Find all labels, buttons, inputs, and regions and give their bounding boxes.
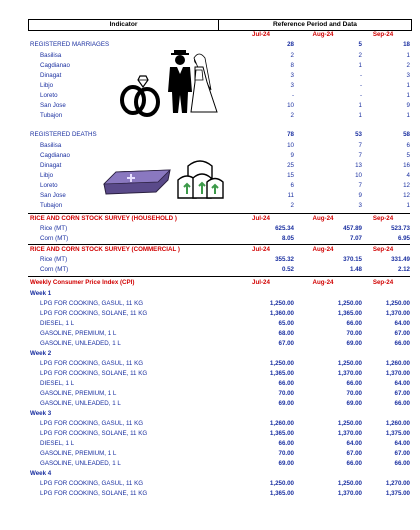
- commodity-name: LPG FOR COOKING, SOLANE, 11 KG: [40, 370, 148, 377]
- cell-value: 66.00: [278, 440, 294, 447]
- cell-value: 25: [287, 162, 294, 169]
- commodity-name: GASOLINE, PREMIUM, 1 L: [40, 330, 117, 337]
- municipality-name: Tubajon: [40, 112, 63, 119]
- week-label-row: [28, 289, 410, 298]
- month-sep: Sep-24: [372, 279, 394, 286]
- cell-value: 0.52: [281, 266, 294, 273]
- municipality-name: Cagdianao: [40, 152, 70, 159]
- municipality-name: Tubajon: [40, 202, 63, 209]
- cell-value: 1,250.00: [337, 480, 362, 487]
- cell-value: 7: [358, 182, 362, 189]
- commodity-name: GASOLINE, UNLEADED, 1 L: [40, 460, 121, 467]
- table-row: [28, 339, 410, 348]
- coffin-icon: [100, 168, 172, 196]
- table-row: [28, 449, 410, 458]
- cell-value: 1: [406, 202, 410, 209]
- cell-value: 1,250.00: [269, 360, 294, 367]
- cell-value: 2: [358, 52, 362, 59]
- cell-value: 67.00: [394, 450, 410, 457]
- table-row: [28, 151, 410, 160]
- cell-value: 66.00: [394, 340, 410, 347]
- marriages-title: REGISTERED MARRIAGES: [30, 41, 110, 48]
- municipality-name: Dinagat: [40, 72, 62, 79]
- cell-value: 70.00: [346, 330, 362, 337]
- month-jul: Jul-24: [252, 246, 270, 253]
- deaths-title: REGISTERED DEATHS: [30, 131, 97, 138]
- cell-value: 11: [287, 192, 294, 199]
- cell-value: 10: [287, 142, 294, 149]
- cell-value: 9: [358, 192, 362, 199]
- cell-value: 15: [287, 172, 294, 179]
- cell-value: 66.00: [346, 380, 362, 387]
- commodity-name: Rice (MT): [40, 256, 68, 263]
- cell-value: 7.07: [349, 235, 362, 242]
- cell-value: 331.49: [391, 256, 410, 263]
- month-aug: Aug-24: [312, 215, 334, 222]
- reference-period-header: Reference Period and Data: [273, 21, 357, 28]
- commercial-header-row: [28, 245, 410, 254]
- total-value: 53: [355, 131, 362, 138]
- cell-value: -: [291, 92, 294, 99]
- commodity-name: LPG FOR COOKING, SOLANE, 11 KG: [40, 430, 148, 437]
- municipality-name: Basilisa: [40, 52, 62, 59]
- cell-value: 69.00: [346, 340, 362, 347]
- table-row: [28, 459, 410, 468]
- cell-value: 1,370.00: [337, 370, 362, 377]
- cell-value: 1,260.00: [269, 420, 294, 427]
- cell-value: 1,260.00: [385, 420, 410, 427]
- cell-value: 8.05: [281, 235, 294, 242]
- cell-value: 66.00: [346, 460, 362, 467]
- cell-value: 67.00: [394, 390, 410, 397]
- cell-value: 1: [406, 82, 410, 89]
- month-sep: Sep-24: [372, 215, 394, 222]
- municipality-name: Loreto: [40, 92, 58, 99]
- cell-value: 370.15: [343, 256, 362, 263]
- table-row: [28, 234, 410, 243]
- cell-value: 68.00: [278, 330, 294, 337]
- cell-value: 3: [406, 72, 410, 79]
- table-row: [28, 369, 410, 378]
- month-jul: Jul-24: [252, 279, 270, 286]
- household-title: RICE AND CORN STOCK SURVEY (HOUSEHOLD ): [30, 215, 177, 222]
- wedding-rings-icon: [117, 74, 165, 118]
- month-sep: Sep-24: [372, 31, 394, 38]
- cell-value: 355.32: [275, 256, 294, 263]
- commodity-name: LPG FOR COOKING, GASUL, 11 KG: [40, 360, 144, 367]
- cell-value: 1,250.00: [337, 300, 362, 307]
- commodity-name: Corn (MT): [40, 266, 69, 273]
- cell-value: 13: [355, 162, 362, 169]
- cell-value: 1: [358, 62, 362, 69]
- cell-value: 6: [406, 142, 410, 149]
- cell-value: 1,370.00: [337, 490, 362, 497]
- table-row: [28, 439, 410, 448]
- municipality-name: Loreto: [40, 182, 58, 189]
- cell-value: 67.00: [346, 450, 362, 457]
- commodity-name: GASOLINE, UNLEADED, 1 L: [40, 340, 121, 347]
- table-row: [28, 479, 410, 488]
- table-row: [28, 255, 410, 264]
- household-header-row: [28, 214, 410, 223]
- cell-value: 1,365.00: [337, 310, 362, 317]
- week-label-row: [28, 409, 410, 418]
- cell-value: 2: [290, 112, 294, 119]
- total-value: 28: [287, 41, 294, 48]
- municipality-name: Libjo: [40, 82, 54, 89]
- week-label-row: [28, 349, 410, 358]
- commodity-name: LPG FOR COOKING, GASUL, 11 KG: [40, 300, 144, 307]
- cell-value: 1,370.00: [385, 310, 410, 317]
- table-row: [28, 201, 410, 210]
- total-value: 58: [403, 131, 410, 138]
- total-value: 18: [403, 41, 410, 48]
- table-row: [28, 389, 410, 398]
- month-aug: Aug-24: [312, 246, 334, 253]
- cell-value: 1: [406, 112, 410, 119]
- cell-value: 66.00: [278, 380, 294, 387]
- table-row: [28, 309, 410, 318]
- cell-value: 10: [355, 172, 362, 179]
- cell-value: 1,375.00: [385, 430, 410, 437]
- cell-value: 3: [290, 82, 294, 89]
- month-aug: Aug-24: [312, 31, 334, 38]
- cell-value: 66.00: [394, 400, 410, 407]
- cell-value: 69.00: [278, 400, 294, 407]
- week-label: Week 1: [30, 290, 52, 297]
- cell-value: 9: [406, 102, 410, 109]
- cell-value: 16: [403, 162, 410, 169]
- commodity-name: DIESEL, 1 L: [40, 320, 75, 327]
- municipality-name: Libjo: [40, 172, 54, 179]
- cell-value: -: [359, 72, 362, 79]
- commodity-name: LPG FOR COOKING, SOLANE, 11 KG: [40, 310, 148, 317]
- cell-value: 2: [290, 202, 294, 209]
- table-row: [28, 265, 410, 274]
- marriages-total-row: [28, 40, 410, 49]
- cell-value: 65.00: [278, 320, 294, 327]
- cell-value: 1,270.00: [385, 480, 410, 487]
- cell-value: 1,370.00: [385, 370, 410, 377]
- cell-value: 64.00: [394, 380, 410, 387]
- cell-value: 4: [406, 172, 410, 179]
- cell-value: 64.00: [394, 440, 410, 447]
- cell-value: 2: [406, 62, 410, 69]
- cell-value: 1,365.00: [269, 490, 294, 497]
- cell-value: 67.00: [394, 330, 410, 337]
- cell-value: 1,365.00: [269, 430, 294, 437]
- municipality-name: Dinagat: [40, 162, 62, 169]
- cell-value: -: [359, 92, 362, 99]
- cell-value: 8: [290, 62, 294, 69]
- municipality-name: Basilisa: [40, 142, 62, 149]
- cpi-header-row: [28, 278, 410, 287]
- cell-value: 12: [403, 182, 410, 189]
- commodity-name: Corn (MT): [40, 235, 69, 242]
- deaths-total-row: [28, 130, 410, 139]
- table-row: [28, 379, 410, 388]
- total-value: 78: [287, 131, 294, 138]
- commodity-name: GASOLINE, PREMIUM, 1 L: [40, 450, 117, 457]
- cell-value: 12: [403, 192, 410, 199]
- cell-value: 523.73: [391, 225, 410, 232]
- cell-value: 1,250.00: [337, 420, 362, 427]
- cell-value: 66.00: [346, 320, 362, 327]
- bride-groom-icon: [165, 50, 221, 114]
- tombstones-icon: [176, 160, 224, 200]
- cell-value: 1: [406, 52, 410, 59]
- table-row: [28, 489, 410, 498]
- cell-value: 69.00: [278, 460, 294, 467]
- commodity-name: GASOLINE, PREMIUM, 1 L: [40, 390, 117, 397]
- indicator-header: Indicator: [29, 20, 219, 30]
- cell-value: 3: [290, 72, 294, 79]
- table-row: [28, 319, 410, 328]
- cell-value: 5: [406, 152, 410, 159]
- cell-value: 625.34: [275, 225, 294, 232]
- week-label: Week 2: [30, 350, 52, 357]
- cell-value: 1: [406, 92, 410, 99]
- cell-value: 64.00: [394, 320, 410, 327]
- cell-value: 1,370.00: [337, 430, 362, 437]
- week-label-row: [28, 469, 410, 478]
- table-row: [28, 359, 410, 368]
- month-jul: Jul-24: [252, 215, 270, 222]
- cell-value: 457.89: [343, 225, 362, 232]
- commodity-name: LPG FOR COOKING, SOLANE, 11 KG: [40, 490, 148, 497]
- cell-value: 1: [358, 102, 362, 109]
- cell-value: 1,365.00: [269, 370, 294, 377]
- cell-value: 7: [358, 142, 362, 149]
- commodity-name: LPG FOR COOKING, GASUL, 11 KG: [40, 480, 144, 487]
- month-sep: Sep-24: [372, 246, 394, 253]
- municipality-name: Cagdianao: [40, 62, 70, 69]
- cell-value: 66.00: [394, 460, 410, 467]
- cpi-title: Weekly Consumer Price Index (CPI): [30, 279, 135, 286]
- cell-value: -: [359, 82, 362, 89]
- cell-value: 2.12: [397, 266, 410, 273]
- cell-value: 3: [358, 202, 362, 209]
- week-label: Week 4: [30, 470, 52, 477]
- commodity-name: DIESEL, 1 L: [40, 440, 75, 447]
- table-row: [28, 224, 410, 233]
- cell-value: 1: [358, 112, 362, 119]
- cell-value: 1,250.00: [337, 360, 362, 367]
- section-divider: [28, 276, 410, 277]
- table-row: [28, 299, 410, 308]
- commodity-name: GASOLINE, UNLEADED, 1 L: [40, 400, 121, 407]
- municipality-name: San Jose: [40, 192, 66, 199]
- commodity-name: Rice (MT): [40, 225, 68, 232]
- cell-value: 70.00: [346, 390, 362, 397]
- table-row: [28, 429, 410, 438]
- cell-value: 1,250.00: [385, 300, 410, 307]
- cell-value: 1,260.00: [385, 360, 410, 367]
- month-aug: Aug-24: [312, 279, 334, 286]
- cell-value: 1,250.00: [269, 480, 294, 487]
- week-label: Week 3: [30, 410, 52, 417]
- table-row: [28, 419, 410, 428]
- table-row: [28, 399, 410, 408]
- cell-value: 1,250.00: [269, 300, 294, 307]
- cell-value: 7: [358, 152, 362, 159]
- cell-value: 1,375.00: [385, 490, 410, 497]
- commodity-name: DIESEL, 1 L: [40, 380, 75, 387]
- commodity-name: LPG FOR COOKING, GASUL, 11 KG: [40, 420, 144, 427]
- cell-value: 9: [290, 152, 294, 159]
- table-row: [28, 329, 410, 338]
- cell-value: 6.95: [397, 235, 410, 242]
- commercial-title: RICE AND CORN STOCK SURVEY (COMMERCIAL ): [30, 246, 180, 253]
- total-value: 5: [358, 41, 362, 48]
- cell-value: 6: [290, 182, 294, 189]
- cell-value: 70.00: [278, 450, 294, 457]
- cell-value: 1.48: [349, 266, 362, 273]
- cell-value: 10: [287, 102, 294, 109]
- cell-value: 67.00: [278, 340, 294, 347]
- cell-value: 64.00: [346, 440, 362, 447]
- cell-value: 1,360.00: [269, 310, 294, 317]
- month-header-row: [28, 30, 410, 39]
- cell-value: 69.00: [346, 400, 362, 407]
- table-row: [28, 141, 410, 150]
- cell-value: 2: [290, 52, 294, 59]
- municipality-name: San Jose: [40, 102, 66, 109]
- month-jul: Jul-24: [252, 31, 270, 38]
- cell-value: 70.00: [278, 390, 294, 397]
